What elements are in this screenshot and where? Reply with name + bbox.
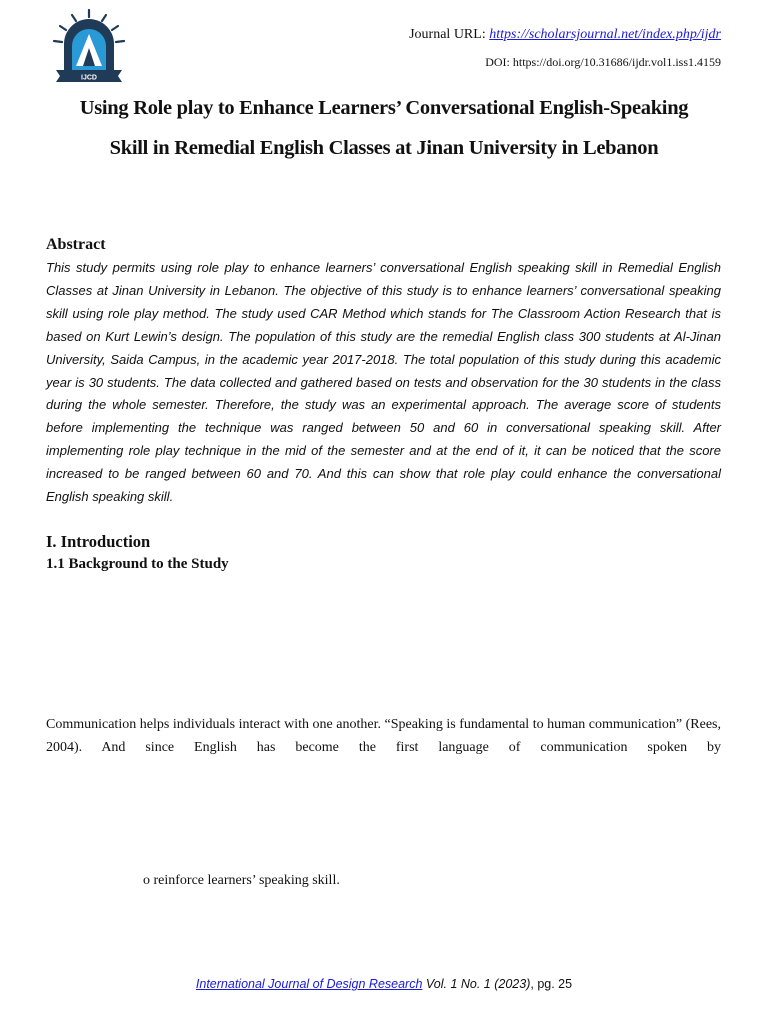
footer-page-number: , pg. 25 [530, 977, 573, 991]
title-line-2: Skill in Remedial English Classes at Jinan University in Lebanon [109, 137, 659, 159]
journal-url-line [409, 27, 721, 43]
body-paragraph-2: o reinforce learners’ speaking skill. [143, 873, 340, 888]
subsection-heading-background: 1.1 Background to the Study [46, 556, 229, 572]
journal-url-link[interactable]: https://scholarsjournal.net/index.php/ijdr [489, 27, 721, 42]
abstract-heading: Abstract [46, 236, 106, 253]
paper-title [40, 88, 728, 168]
logo-text: IJCD [81, 74, 97, 82]
body-paragraph-1: Communication helps individuals interact with one another. “Speaking is fundamental to human communication” (Rees, 2004). And since English has become the first language of communication spoken by [46, 717, 721, 755]
journal-url-label: Journal URL: [409, 27, 490, 42]
journal-logo [50, 8, 128, 86]
section-heading-introduction: I. Introduction [46, 532, 151, 551]
footer-journal-link[interactable]: International Journal of Design Research [195, 977, 423, 991]
footer-volume: Vol. 1 No. 1 (2023) [422, 977, 531, 991]
page-footer [0, 977, 768, 991]
doi: DOI: https://doi.org/10.31686/ijdr.vol1.iss1.4159 [485, 55, 721, 69]
abstract-text: This study permits using role play to enhance learners’ conversational English speaking skill in Remedial English Classes at Jinan University in Lebanon. The objective of this study is to enhance learners’ conversational speaking skill using role play method. The study used CAR Method which stands for The Classroom Action Research that is based on Kurt Lewin’s design. The population of this study are the remedial English class 300 students at Al-Jinan University, Saida Campus, in the academic year 2017-2018. The total population of this study during this academic year is 30 students. The data collected and gathered based on tests and observation for the 30 students in the class during the whole semester. Therefore, the study was an experimental approach. The average score of students before implementing the technique was ranged between 50 and 60 in conversational speaking skill. After implementing role play technique in the mid of the semester and at the end of it, it can be noticed that the score increased to be ranged between 60 and 70. And this can show that role play could enhance the conversational English speaking skill. [46, 260, 721, 505]
title-line-1: Using Role play to Enhance Learners’ Conversational English-Speaking [79, 97, 689, 119]
